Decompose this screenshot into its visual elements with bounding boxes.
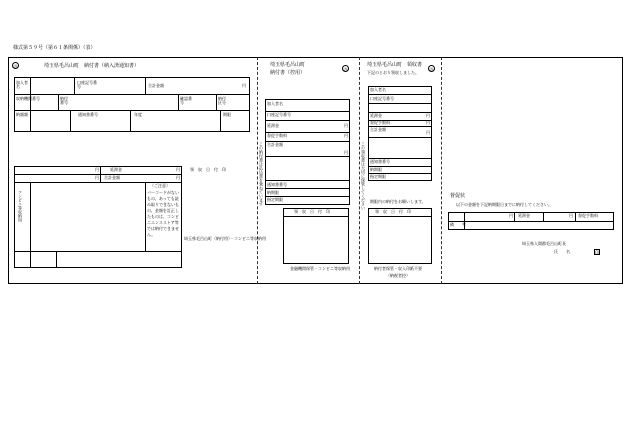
panel4-col2: 延滞金	[518, 213, 530, 218]
yen-label-5: 円	[176, 175, 180, 180]
fiscal-label: 年度	[134, 112, 142, 117]
yen-label-3: 円	[95, 175, 99, 180]
panel3-title: 埼玉県毛呂山町 領収書	[367, 62, 423, 68]
panel2-designated-label: 指定期限	[267, 197, 283, 202]
panel2-yen-2: 円	[344, 133, 348, 138]
panel2-fee-label: 督促手数料	[267, 133, 287, 138]
panel4-title: 督促状	[450, 193, 466, 199]
due-label: 期限	[223, 112, 231, 117]
panel4-col3: 円	[569, 213, 573, 218]
panel3-subtitle: 下記のとおり領収しました。	[367, 70, 419, 75]
panel2-account-label: 口座記号番号	[267, 112, 291, 117]
note-title: （ご注意）	[150, 183, 170, 188]
panel2-title: 埼玉県毛呂山町	[270, 62, 306, 68]
seal-mark: 印	[595, 250, 599, 255]
total-label: 合計金額	[148, 83, 164, 88]
panel3-yen-2: 円	[426, 120, 430, 125]
panel2-amount-label: 納期限	[267, 190, 279, 195]
panel3-amount-label: 納期限	[370, 167, 382, 172]
panel3-payer-sub: 口座記号番号	[370, 96, 394, 101]
panel1-footer: 埼玉県毛呂山町（納付用）・コンビニ等収納用	[184, 236, 266, 241]
panel1-top-table	[14, 77, 250, 132]
panel2-side-note: この納付書は払込書を兼ねています	[259, 142, 264, 206]
panel3-yen-1: 円	[426, 113, 430, 118]
panel3-total-label: 合計金額	[370, 127, 386, 132]
circle-mark: ㉙	[13, 64, 18, 69]
yen-label-2: 円	[95, 167, 99, 172]
panel1-title: 埼玉県毛呂山町 納付書（納入済通知書）	[44, 63, 140, 69]
panel3-paid-label: 領 収 日 付 印	[375, 209, 411, 214]
panel3-yen-3: 円	[426, 130, 430, 135]
panel3-note: 期限内の納付をお願いします。	[370, 199, 426, 204]
panel2-yen-3: 円	[344, 150, 348, 155]
panel2-notice-label: 通知書番号	[267, 182, 287, 187]
panel3-notice-label: 通知書番号	[370, 159, 390, 164]
yen-label-4: 円	[176, 167, 180, 172]
panel2-yen-1: 円	[344, 123, 348, 128]
panel3-payer-label: 加入者名	[370, 87, 386, 92]
panel3-side-note: この領収書は大切に保管してください	[361, 142, 366, 210]
panel3-designated-label: 指定期限	[370, 174, 386, 179]
fold-line-3	[441, 57, 442, 284]
arrears-label: 延滞金	[110, 167, 122, 172]
agency-label: 収納機関番号	[16, 96, 40, 101]
panel2-payer-label: 加入者名	[267, 101, 283, 106]
panel4-remarks-label: 備 考	[450, 222, 466, 227]
total2-label: 合計金額	[104, 175, 120, 180]
panel3-footer2: （納税者控）	[386, 273, 410, 278]
panel2-arrears-label: 延滞金	[267, 123, 279, 128]
circle-mark: ㉙	[343, 67, 348, 72]
conv-label: コンビニ等収納用	[18, 190, 23, 222]
panel4-issuer: 埼玉県入間郡毛呂山町長	[522, 241, 566, 246]
kubun-label: 納付区分	[218, 96, 226, 105]
notice-no-label: 通知書番号	[78, 112, 98, 117]
paid-stamp-label: 領 収 日 付 印	[190, 167, 226, 172]
panel4-col4: 督促手数料	[578, 213, 598, 218]
panel2-total-label: 合計金額	[267, 142, 283, 147]
fold-line-1	[257, 57, 258, 284]
panel4-body: 以下の金額を下記納期限日までに納付してください。	[456, 202, 552, 207]
check-no-label: 確認番号	[180, 96, 192, 105]
panel3-footer: 納付者保管・収入印紙不要	[374, 266, 422, 271]
panel4-name-label: 氏 名	[554, 249, 570, 254]
panel2-footer: 金融機関保管・コンビニ等収納用	[290, 266, 350, 271]
amount-label: 納額額	[16, 112, 28, 117]
account-label: 口座記号番号	[77, 80, 97, 89]
payer-name-label: 加入者名	[16, 80, 28, 89]
panel3-arrears-label: 延滞金	[370, 113, 382, 118]
panel3-fee-label: 督促手数料	[370, 120, 390, 125]
panel2-paid-label: 領 収 日 付 印	[294, 209, 330, 214]
panel2-subtitle: 納付書（控用）	[270, 70, 306, 76]
form-number: 様式第５９号（第６１条関係）（表）	[13, 45, 96, 51]
panel4-col1: 円	[509, 213, 513, 218]
tax-no-label: 納付番号	[60, 96, 68, 105]
note-body: バーコードがないもの、あっても読み取りできないもの、金額を訂正したものは、コンビニエンスストア等では納付できません。	[147, 190, 179, 237]
circle-mark: ㉙	[429, 67, 434, 72]
yen-label: 円	[242, 83, 246, 88]
fold-line-2	[359, 57, 360, 284]
